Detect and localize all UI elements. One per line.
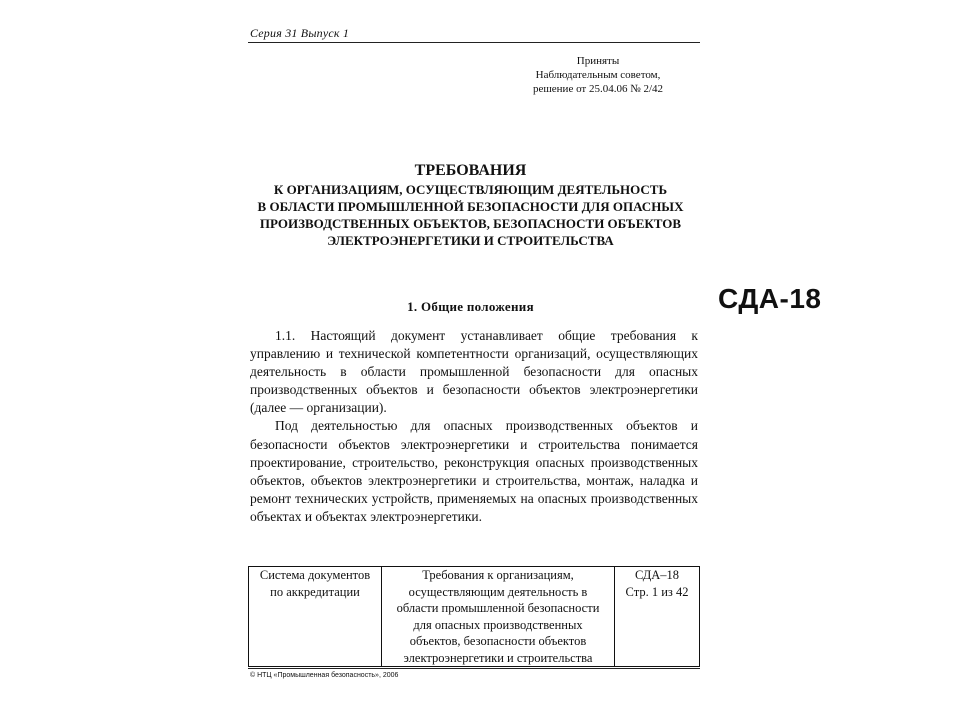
acceptance-line: Наблюдательным советом, (535, 69, 661, 81)
cell-line: объектов, безопасности объектов (409, 634, 587, 648)
cell-line: для опасных производственных (413, 617, 583, 632)
cell-line: электроэнергетики и строительства (403, 650, 593, 665)
acceptance-line: решение от 25.04.06 № 2/42 (532, 83, 664, 95)
cell-line: Требования к организациям, (422, 568, 574, 582)
header-rule (248, 42, 700, 43)
cell-line: Стр. 1 из 42 (625, 584, 689, 599)
table-row (249, 567, 700, 667)
cell-line: СДА–18 (634, 568, 680, 582)
cell-line: области промышленной безопасности (396, 601, 600, 615)
table-cell-system (249, 567, 382, 667)
page-footer: © НТЦ «Промышленная безопасность», 2006 (250, 672, 399, 679)
cell-line: осуществляющим деятельность в (408, 584, 588, 599)
paragraph: 1.1. Настоящий документ устанавливает общие требования к управлению и технической компетентности организаций, осуществляющих деятельность в области промышленной безопасности для опасных производственных объектов и безопасности объектов электроэнергетики (далее — организации). (250, 328, 698, 416)
document-code-label: СДА-18 (718, 283, 822, 314)
acceptance-line: Приняты (576, 55, 620, 67)
acceptance-note (498, 54, 698, 96)
table-cell-code (615, 567, 700, 667)
series-header: Серия 31 Выпуск 1 (250, 26, 350, 40)
body-text (250, 327, 698, 526)
title-line: В ОБЛАСТИ ПРОМЫШЛЕННОЙ БЕЗОПАСНОСТИ ДЛЯ ОПАСНЫХ (257, 199, 684, 214)
title-line: К ОРГАНИЗАЦИЯМ, ОСУЩЕСТВЛЯЮЩИМ ДЕЯТЕЛЬНОСТЬ (273, 182, 668, 197)
cell-line: Система документов (259, 568, 371, 582)
title-line: ЭЛЕКТРОЭНЕРГЕТИКИ И СТРОИТЕЛЬСТВА (327, 233, 614, 248)
footer-rule (248, 668, 700, 669)
document-page (238, 18, 703, 708)
title-main-line: ТРЕБОВАНИЯ (414, 162, 527, 179)
section-title: 1. Общие положения (407, 299, 534, 314)
title-line: ПРОИЗВОДСТВЕННЫХ ОБЪЕКТОВ, БЕЗОПАСНОСТИ ОБЪЕКТОВ (259, 216, 682, 231)
document-info-table (248, 566, 700, 667)
paragraph: Под деятельностью для опасных производственных объектов и безопасности объектов электроэнергетики и строительства понимается проектирование, строительство, реконструкция опасных производственных объектов, объектов электроэнергетики и строительства, монтаж, наладка и ремонт технических устройств, применяемых на опасных производственных объектах и объектах электроэнергетики. (250, 418, 698, 524)
document-title (238, 161, 703, 249)
cell-line: по аккредитации (270, 584, 360, 599)
table-cell-requirements (382, 567, 615, 667)
